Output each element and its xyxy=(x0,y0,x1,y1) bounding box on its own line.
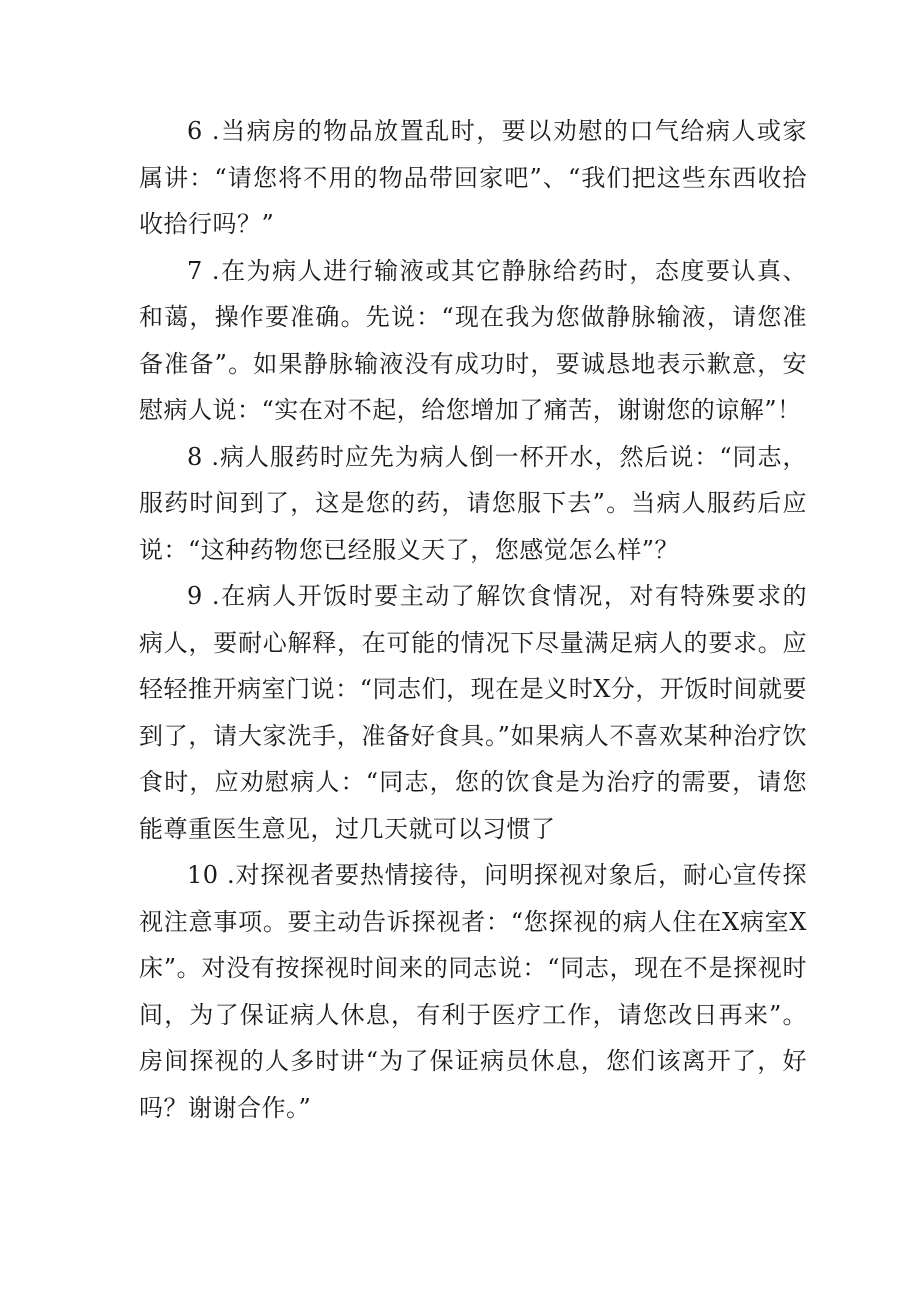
paragraph-10: 10 .对探视者要热情接待，问明探视对象后，耐心宣传探视注意事项。要主动告诉探视者：“您探视的病人住在X病室X床”。对没有按探视时间来的同志说：“同志，现在不是探视时间，为了保证病人休息，有利于医疗工作，请您改日再来”。房间探视的人多时讲“为了保证病员休息，您们该离开了，好吗？谢谢合作。” xyxy=(139,861,807,1122)
paragraph-8: 8 .病人服药时应先为病人倒一杯开水，然后说：“同志，服药时间到了，这是您的药，请您服下去”。当病人服药后应说：“这种药物您已经服义天了，您感觉怎么样”？ xyxy=(139,442,807,564)
document-body xyxy=(139,108,807,1131)
paragraph-9: 9 .在病人开饭时要主动了解饮食情况，对有特殊要求的病人，要耐心解释，在可能的情况下尽量满足病人的要求。应轻轻推开病室门说：“同志们，现在是义时X分，开饭时间就要到了，请大家洗手，准备好食具。”如果病人不喜欢某种治疗饮食时，应劝慰病人：“同志，您的饮食是为治疗的需要，请您能尊重医生意见，过几天就可以习惯了 xyxy=(139,582,807,843)
paragraph-7: 7 .在为病人进行输液或其它静脉给药时，态度要认真、和蔼，操作要准确。先说：“现在我为您做静脉输液，请您准备准备”。如果静脉输液没有成功时，要诚恳地表示歉意，安慰病人说：“实在对不起，给您增加了痛苦，谢谢您的谅解”！ xyxy=(139,256,807,424)
paragraph-6: 6 .当病房的物品放置乱时，要以劝慰的口气给病人或家属讲：“请您将不用的物品带回家吧”、“我们把这些东西收拾收拾行吗？” xyxy=(139,117,807,238)
